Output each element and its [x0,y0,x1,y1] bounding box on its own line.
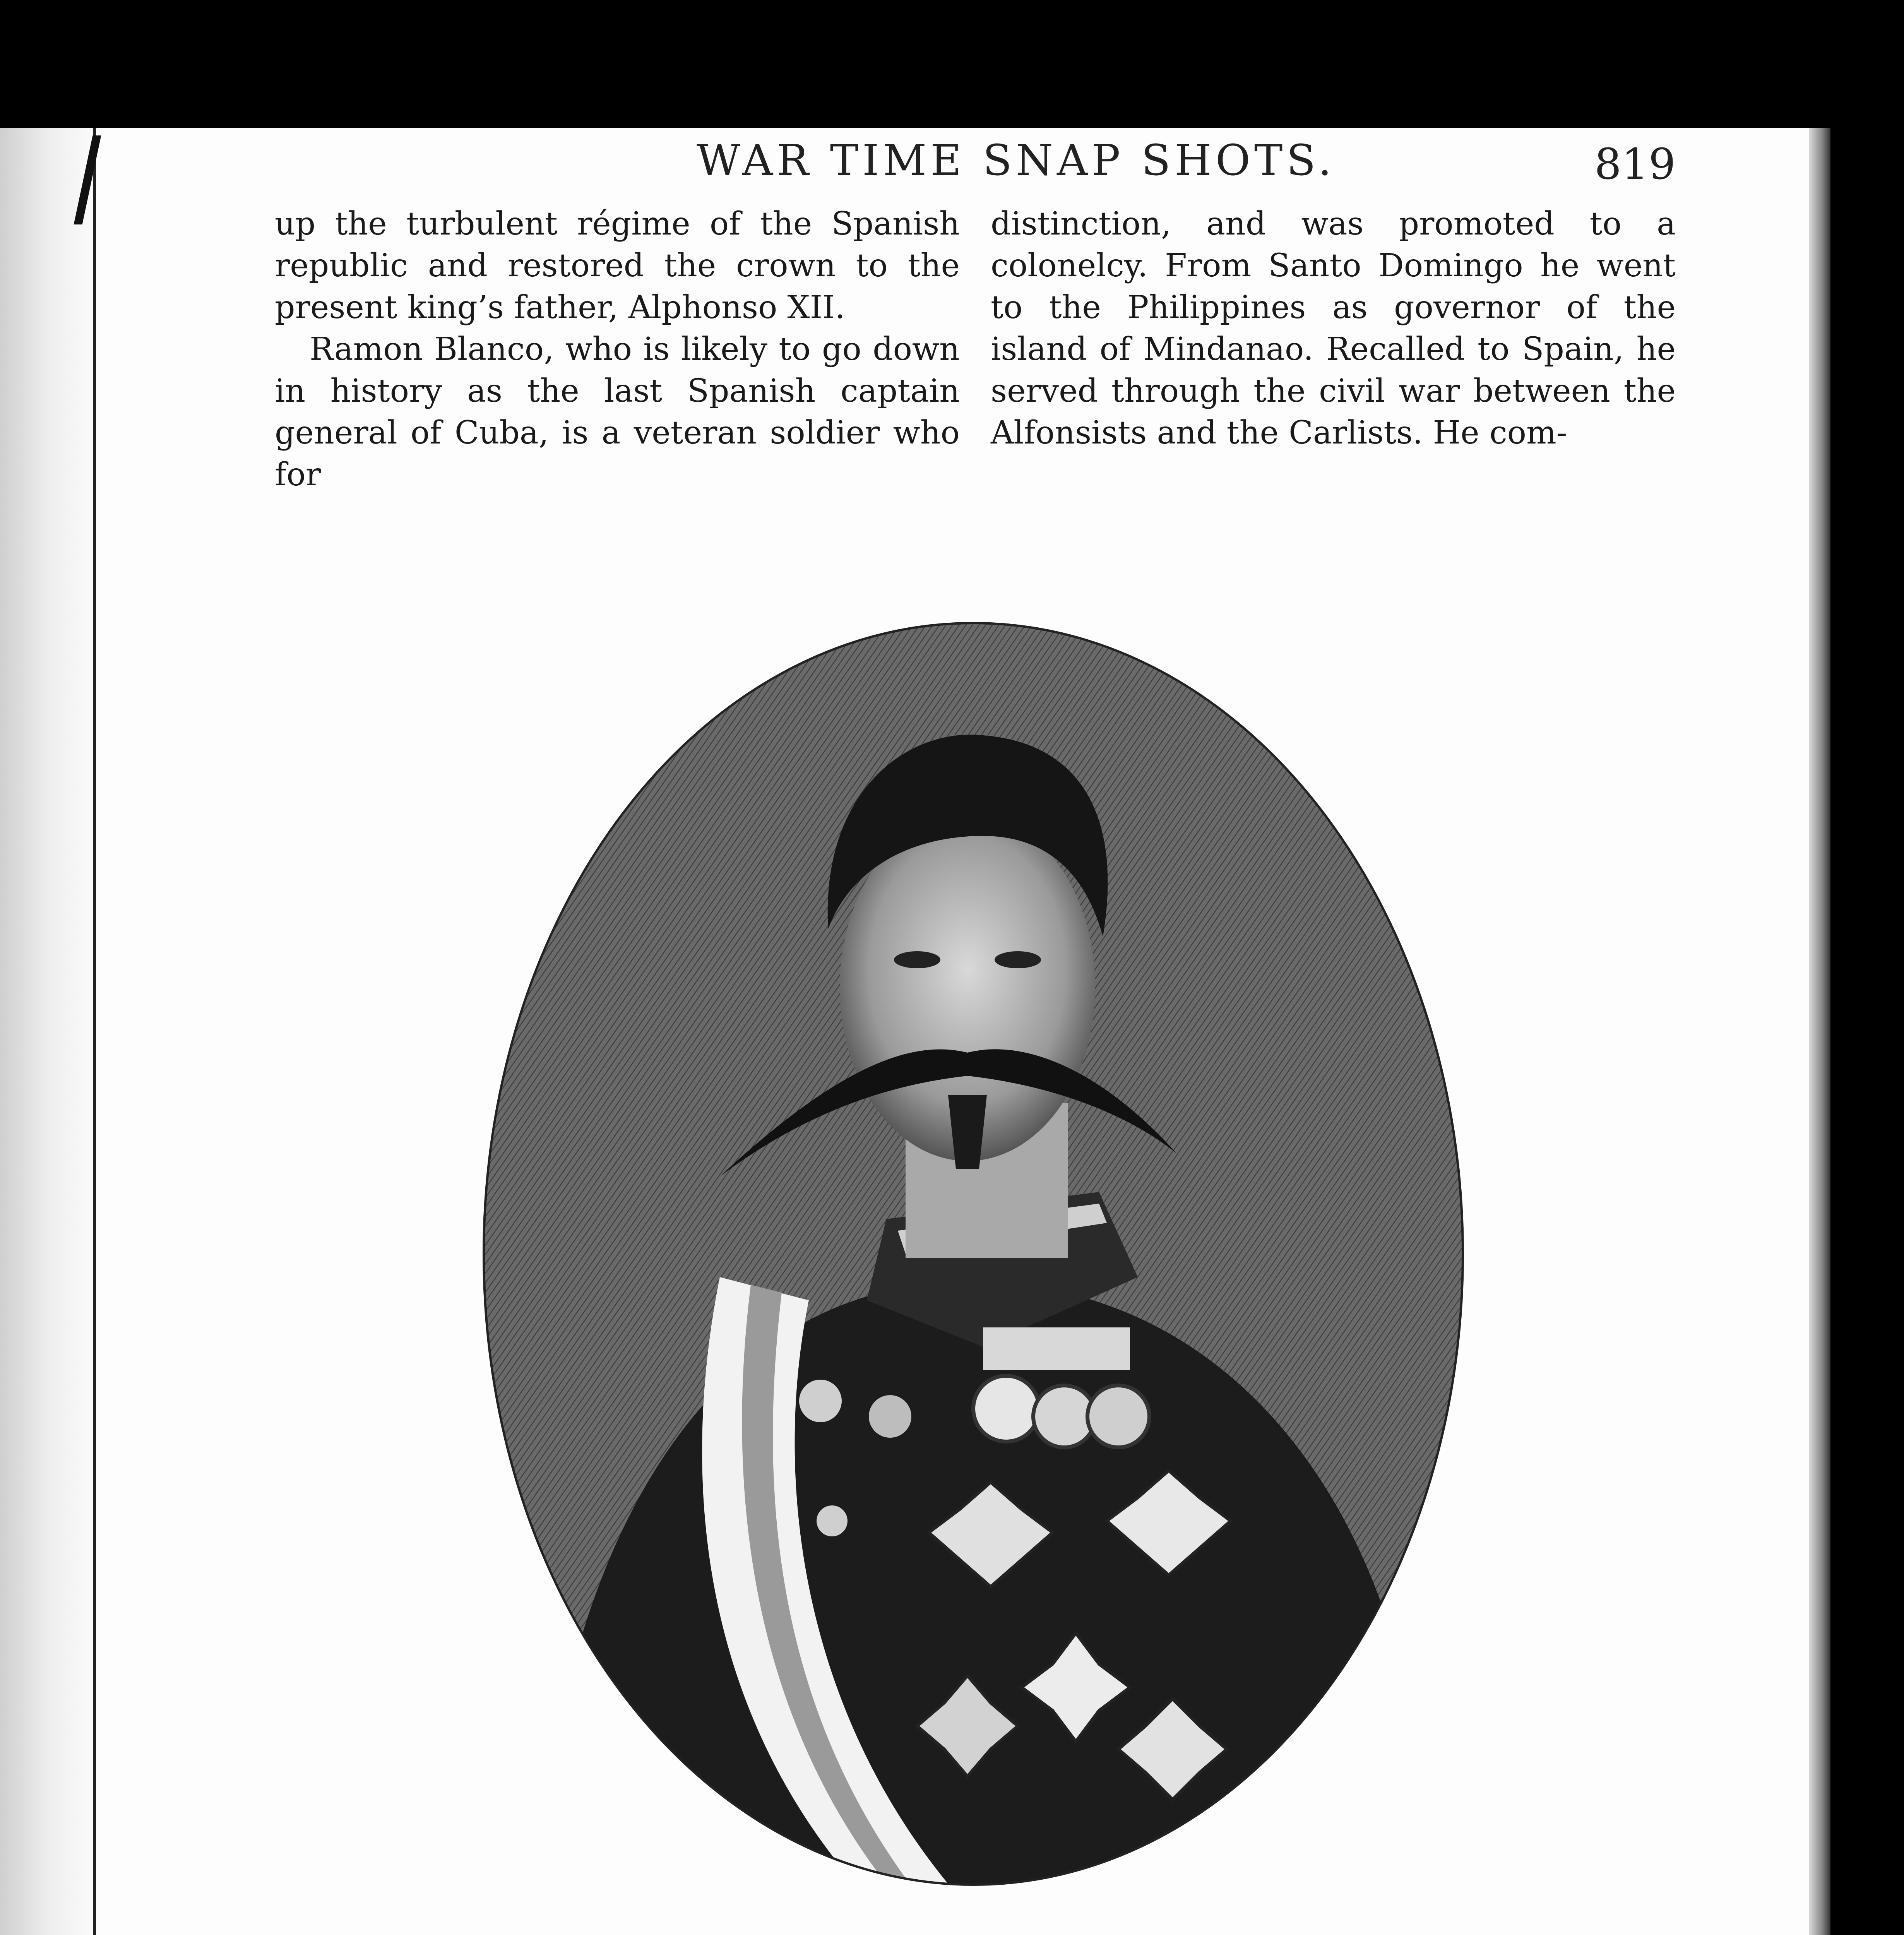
top-left-column [275,203,960,590]
paragraph: up the turbulent régime of the Spanish republic and restored the crown to the present king’s father, Alphonso XII. [275,205,960,326]
page-header [271,128,1687,189]
page-gutter [0,128,96,1935]
portrait-image [480,619,1467,1889]
page-edge-shadow [1809,128,1830,1935]
paragraph: Ramon Blanco, who is likely to go down in history as the last Spanish captain general of Cuba, is a veteran soldier who for [275,331,960,493]
running-head: WAR TIME SNAP SHOTS. [697,135,1336,185]
page-number: 819 [1594,139,1676,189]
paragraph: distinction, and was promoted to a colonelcy. From Santo Domingo he went to the Philippines as governor of the island of Mindanao. Recalled to Spain, he served through the civil war between the Alfonsists and the Carlists. He com- [991,205,1676,451]
top-right-column [991,203,1676,590]
portrait-engraving [480,619,1467,1889]
